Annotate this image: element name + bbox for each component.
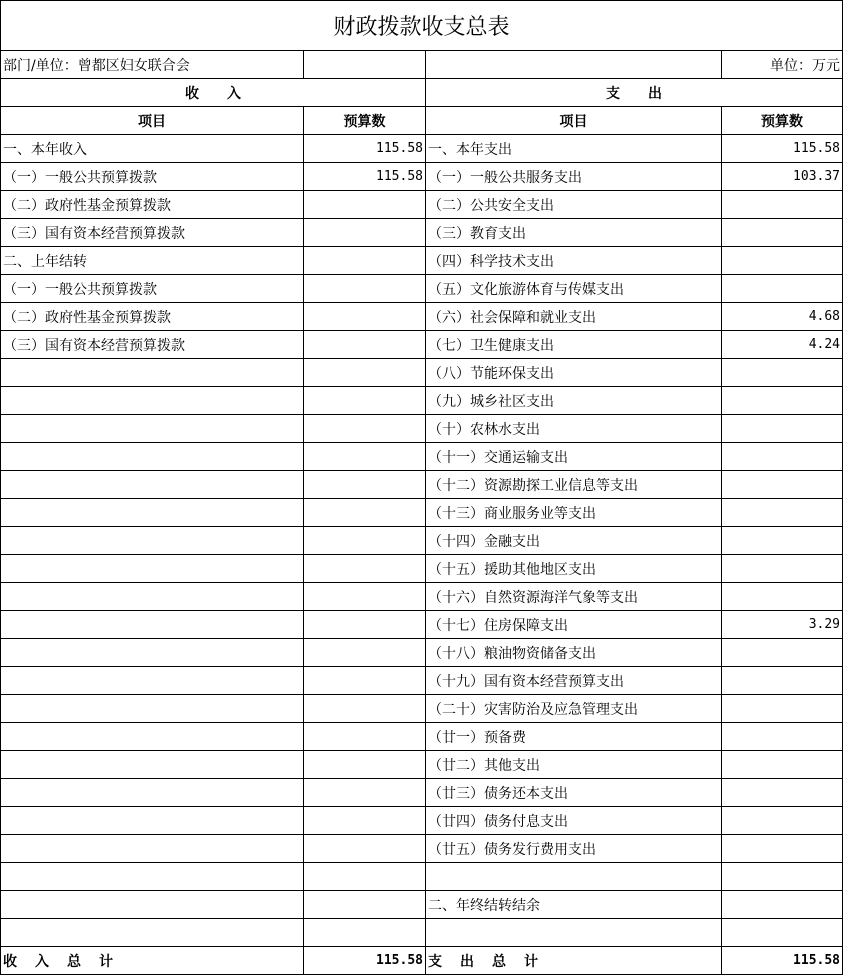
expense-item-cell: （十九）国有资本经营预算支出 xyxy=(426,667,722,695)
income-item-cell xyxy=(1,359,304,387)
income-item-cell xyxy=(1,415,304,443)
expense-item-cell: （廿一）预备费 xyxy=(426,723,722,751)
expense-value-cell xyxy=(722,219,843,247)
income-item-cell xyxy=(1,891,304,919)
expense-value-cell xyxy=(722,695,843,723)
expense-value-cell xyxy=(722,527,843,555)
income-value-cell xyxy=(304,863,426,891)
meta-empty-cell xyxy=(426,51,722,79)
income-item-cell xyxy=(1,695,304,723)
totals-row xyxy=(1,947,843,975)
expense-item-cell: （六）社会保障和就业支出 xyxy=(426,303,722,331)
income-value-cell xyxy=(304,191,426,219)
table-row xyxy=(1,303,843,331)
income-item-cell xyxy=(1,387,304,415)
table-row xyxy=(1,471,843,499)
table-row xyxy=(1,499,843,527)
income-value-cell: 115.58 xyxy=(304,135,426,163)
table-row xyxy=(1,695,843,723)
expense-item-cell: 二、年终结转结余 xyxy=(426,891,722,919)
income-value-cell xyxy=(304,359,426,387)
income-value-cell xyxy=(304,555,426,583)
expense-value-cell xyxy=(722,555,843,583)
expense-item-cell xyxy=(426,863,722,891)
expense-value-cell: 4.24 xyxy=(722,331,843,359)
title-row xyxy=(1,1,843,51)
income-item-cell: （三）国有资本经营预算拨款 xyxy=(1,331,304,359)
expense-item-cell: （十五）援助其他地区支出 xyxy=(426,555,722,583)
income-item-cell xyxy=(1,527,304,555)
meta-row xyxy=(1,51,843,79)
expense-value-cell xyxy=(722,863,843,891)
expense-item-cell: （八）节能环保支出 xyxy=(426,359,722,387)
expense-item-cell: （一）一般公共服务支出 xyxy=(426,163,722,191)
expense-value-cell xyxy=(722,415,843,443)
expense-value-cell xyxy=(722,779,843,807)
table-row xyxy=(1,807,843,835)
expense-item-cell: （二十）灾害防治及应急管理支出 xyxy=(426,695,722,723)
expense-value-cell xyxy=(722,191,843,219)
income-value-cell xyxy=(304,275,426,303)
table-row xyxy=(1,191,843,219)
income-value-cell xyxy=(304,387,426,415)
income-value-cell xyxy=(304,499,426,527)
column-header-row xyxy=(1,107,843,135)
expense-value-cell: 103.37 xyxy=(722,163,843,191)
expense-item-cell: （廿四）债务付息支出 xyxy=(426,807,722,835)
table-row xyxy=(1,723,843,751)
expense-value-cell xyxy=(722,919,843,947)
table-row xyxy=(1,527,843,555)
expense-item-cell: （十七）住房保障支出 xyxy=(426,611,722,639)
income-item-cell xyxy=(1,443,304,471)
income-item-cell: （二）政府性基金预算拨款 xyxy=(1,303,304,331)
income-item-cell: 一、本年收入 xyxy=(1,135,304,163)
income-item-cell xyxy=(1,751,304,779)
expense-value-cell xyxy=(722,275,843,303)
table-row xyxy=(1,667,843,695)
expense-item-cell: （廿三）债务还本支出 xyxy=(426,779,722,807)
expense-item-cell: （三）教育支出 xyxy=(426,219,722,247)
expense-item-cell: （廿五）债务发行费用支出 xyxy=(426,835,722,863)
income-value-cell xyxy=(304,835,426,863)
income-value-cell xyxy=(304,891,426,919)
table-row xyxy=(1,135,843,163)
expense-item-cell: （十四）金融支出 xyxy=(426,527,722,555)
income-item-cell xyxy=(1,583,304,611)
income-value-cell xyxy=(304,751,426,779)
income-item-cell: （三）国有资本经营预算拨款 xyxy=(1,219,304,247)
income-item-cell: （一）一般公共预算拨款 xyxy=(1,163,304,191)
meta-empty-cell xyxy=(304,51,426,79)
expense-value-cell xyxy=(722,471,843,499)
income-item-cell xyxy=(1,835,304,863)
expense-item-cell: （廿二）其他支出 xyxy=(426,751,722,779)
income-value-cell xyxy=(304,527,426,555)
table-row xyxy=(1,891,843,919)
table-row xyxy=(1,555,843,583)
table-row xyxy=(1,163,843,191)
expense-value-cell xyxy=(722,499,843,527)
income-item-cell: （二）政府性基金预算拨款 xyxy=(1,191,304,219)
income-value-cell xyxy=(304,807,426,835)
expense-value-cell xyxy=(722,387,843,415)
income-value-cell xyxy=(304,219,426,247)
table-row xyxy=(1,835,843,863)
income-budget-header: 预算数 xyxy=(304,107,426,135)
expense-value-cell xyxy=(722,583,843,611)
department-label: 部门/单位：曾都区妇女联合会 xyxy=(1,51,304,79)
income-item-cell xyxy=(1,471,304,499)
income-value-cell xyxy=(304,611,426,639)
table-row xyxy=(1,779,843,807)
expense-value-cell: 3.29 xyxy=(722,611,843,639)
income-value-cell xyxy=(304,443,426,471)
expense-item-cell: （五）文化旅游体育与传媒支出 xyxy=(426,275,722,303)
section-row xyxy=(1,79,843,107)
income-value-cell xyxy=(304,667,426,695)
table-row xyxy=(1,751,843,779)
expense-value-cell xyxy=(722,359,843,387)
unit-label: 单位：万元 xyxy=(722,51,843,79)
table-row xyxy=(1,275,843,303)
table-row xyxy=(1,415,843,443)
income-item-cell: （一）一般公共预算拨款 xyxy=(1,275,304,303)
expense-item-cell: （十）农林水支出 xyxy=(426,415,722,443)
expense-item-cell: （十八）粮油物资储备支出 xyxy=(426,639,722,667)
table-row xyxy=(1,863,843,891)
income-value-cell xyxy=(304,779,426,807)
income-value-cell xyxy=(304,919,426,947)
table-row xyxy=(1,331,843,359)
income-item-cell: 二、上年结转 xyxy=(1,247,304,275)
table-row xyxy=(1,219,843,247)
income-value-cell xyxy=(304,471,426,499)
income-value-cell: 115.58 xyxy=(304,163,426,191)
income-value-cell xyxy=(304,695,426,723)
income-item-cell xyxy=(1,639,304,667)
table-row xyxy=(1,919,843,947)
expense-value-cell xyxy=(722,891,843,919)
expense-value-cell xyxy=(722,443,843,471)
page-title: 财政拨款收支总表 xyxy=(1,1,843,51)
income-value-cell xyxy=(304,723,426,751)
expense-value-cell xyxy=(722,639,843,667)
expense-item-cell: （十一）交通运输支出 xyxy=(426,443,722,471)
income-item-cell xyxy=(1,499,304,527)
expense-total-value: 115.58 xyxy=(722,947,843,975)
expense-value-cell xyxy=(722,835,843,863)
expense-item-cell xyxy=(426,919,722,947)
table-row xyxy=(1,247,843,275)
expense-total-label: 支出总计 xyxy=(426,947,722,975)
expense-value-cell: 4.68 xyxy=(722,303,843,331)
income-value-cell xyxy=(304,247,426,275)
income-item-cell xyxy=(1,555,304,583)
table-row xyxy=(1,583,843,611)
income-total-label: 收入总计 xyxy=(1,947,304,975)
expense-value-cell xyxy=(722,667,843,695)
table-row xyxy=(1,639,843,667)
expense-item-cell: （十二）资源勘探工业信息等支出 xyxy=(426,471,722,499)
expense-item-cell: （二）公共安全支出 xyxy=(426,191,722,219)
income-value-cell xyxy=(304,303,426,331)
expense-item-header: 项目 xyxy=(426,107,722,135)
income-item-cell xyxy=(1,611,304,639)
expense-item-cell: （十三）商业服务业等支出 xyxy=(426,499,722,527)
income-item-cell xyxy=(1,723,304,751)
income-item-header: 项目 xyxy=(1,107,304,135)
table-row xyxy=(1,359,843,387)
expense-value-cell xyxy=(722,807,843,835)
expense-value-cell xyxy=(722,751,843,779)
expense-value-cell: 115.58 xyxy=(722,135,843,163)
income-value-cell xyxy=(304,639,426,667)
table-row xyxy=(1,387,843,415)
expense-item-cell: （四）科学技术支出 xyxy=(426,247,722,275)
income-item-cell xyxy=(1,779,304,807)
income-value-cell xyxy=(304,415,426,443)
income-item-cell xyxy=(1,919,304,947)
expense-item-cell: （九）城乡社区支出 xyxy=(426,387,722,415)
expense-item-cell: （七）卫生健康支出 xyxy=(426,331,722,359)
expense-budget-header: 预算数 xyxy=(722,107,843,135)
income-value-cell xyxy=(304,331,426,359)
income-item-cell xyxy=(1,807,304,835)
income-section-header: 收 入 xyxy=(1,79,426,107)
table-row xyxy=(1,443,843,471)
table-row xyxy=(1,611,843,639)
income-item-cell xyxy=(1,863,304,891)
expense-item-cell: （十六）自然资源海洋气象等支出 xyxy=(426,583,722,611)
income-total-value: 115.58 xyxy=(304,947,426,975)
income-value-cell xyxy=(304,583,426,611)
expense-value-cell xyxy=(722,723,843,751)
income-item-cell xyxy=(1,667,304,695)
expense-value-cell xyxy=(722,247,843,275)
expense-section-header: 支 出 xyxy=(426,79,843,107)
expense-item-cell: 一、本年支出 xyxy=(426,135,722,163)
